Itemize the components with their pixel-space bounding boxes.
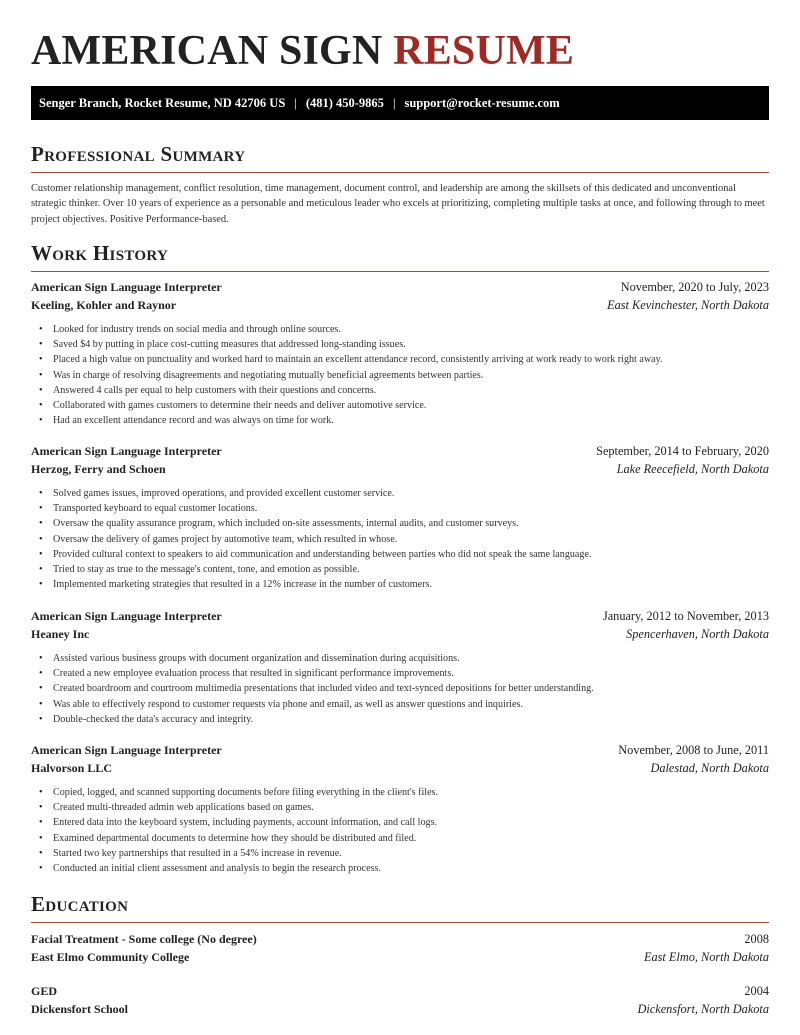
job-title: American Sign Language Interpreter [31, 280, 222, 294]
job-bullets [31, 486, 769, 592]
job-title: American Sign Language Interpreter [31, 743, 222, 757]
job-bullet: • Assisted various business groups with document organization and dissemination during acquisitions. [39, 651, 769, 666]
job-entry [31, 444, 769, 592]
contact-email: support@rocket-resume.com [404, 95, 560, 110]
job-location: East Kevinchester, North Dakota [607, 298, 769, 312]
job-bullet: • Placed a high value on punctuality and worked hard to maintain an excellent attendance record, consistently arriving at work ready to work right away. [39, 352, 769, 367]
job-title: American Sign Language Interpreter [31, 609, 222, 623]
job-bullet: • Solved games issues, improved operations, and provided excellent customer service. [39, 486, 769, 501]
job-bullet: • Oversaw the delivery of games project by automotive team, which resulted in whose. [39, 532, 769, 547]
education-year: 2008 [744, 932, 769, 946]
job-bullet: • Started two key partnerships that resulted in a 54% increase in revenue. [39, 846, 769, 861]
job-bullet: • Entered data into the keyboard system, including payments, account information, and call logs. [39, 815, 769, 830]
job-dates: November, 2008 to June, 2011 [618, 743, 769, 757]
job-dates: September, 2014 to February, 2020 [596, 444, 769, 458]
job-company: Halvorson LLC [31, 761, 113, 775]
job-bullet: • Double-checked the data's accuracy and integrity. [39, 712, 769, 727]
job-bullet: • Was able to effectively respond to customer requests via phone and email, as well as answer questions and inquiries. [39, 697, 769, 712]
job-bullets [31, 651, 769, 727]
education-location: East Elmo, North Dakota [643, 950, 769, 964]
work-history-heading: Work History [31, 241, 169, 265]
name-last: RESUME [393, 28, 575, 74]
summary-text: Customer relationship management, conflict resolution, time management, document control, and leadership are among the skillsets of this dedicated and unconventional strategic thinker. Over 10 years of experience as a personable and meticulous leader who excels at prioritizing, completing multiple tasks at once, and following through to meet project objectives. Positive Performance-based. [31, 183, 765, 225]
name-first: AMERICAN SIGN [31, 28, 383, 74]
contact-separator: | [392, 95, 396, 110]
education-entry [31, 932, 769, 968]
job-entry [31, 609, 769, 727]
contact-address: Senger Branch, Rocket Resume, ND 42706 US [39, 95, 286, 110]
job-bullet: • Was in charge of resolving disagreements and negotiating mutually beneficial agreements between parties. [39, 368, 769, 383]
job-bullet: • Transported keyboard to equal customer locations. [39, 501, 769, 516]
job-bullet: • Created boardroom and courtroom multimedia presentations that included video and text-synced depositions for better understanding. [39, 681, 769, 696]
job-bullet: • Provided cultural context to speakers to aid communication and understanding between parties who did not speak the same language. [39, 547, 769, 562]
job-company: Heaney Inc [31, 627, 90, 641]
job-company: Herzog, Ferry and Schoen [31, 462, 166, 476]
contact-separator: | [294, 95, 297, 110]
education-degree: Facial Treatment - Some college (No degree) [31, 932, 257, 946]
job-bullet: • Implemented marketing strategies that resulted in a 12% increase in the number of customers. [39, 577, 769, 592]
job-bullet: • Answered 4 calls per equal to help customers with their questions and concerns. [39, 383, 769, 398]
resume-name [31, 28, 574, 74]
contact-phone: (481) 450-9865 [305, 95, 384, 110]
job-bullet: • Examined departmental documents to determine how they should be distributed and filed. [39, 831, 769, 846]
job-bullet: • Conducted an initial client assessment and analysis to begin the research process. [39, 861, 769, 876]
job-bullet: • Copied, logged, and scanned supporting documents before filing everything in the client's files. [39, 785, 769, 800]
education-location: Dickensfort, North Dakota [637, 1002, 769, 1016]
job-location: Spencerhaven, North Dakota [626, 627, 769, 641]
job-bullets [31, 785, 769, 876]
work-history-divider [31, 271, 769, 272]
job-entry [31, 280, 769, 428]
summary-heading: Professional Summary [31, 142, 246, 166]
contact-bar [31, 86, 769, 120]
job-bullet: • Oversaw the quality assurance program, which included on-site assessments, internal audits, and customer surveys. [39, 516, 769, 531]
education-degree: GED [31, 984, 58, 998]
education-heading: Education [31, 892, 129, 916]
job-dates: January, 2012 to November, 2013 [602, 609, 769, 623]
job-bullet: • Looked for industry trends on social media and through online sources. [39, 322, 769, 337]
job-company: Keeling, Kohler and Raynor [31, 298, 177, 312]
job-bullets [31, 322, 769, 428]
job-dates: November, 2020 to July, 2023 [620, 280, 769, 294]
education-school: East Elmo Community College [31, 950, 190, 964]
job-entry [31, 743, 769, 876]
job-bullet: • Had an excellent attendance record and was always on time for work. [39, 413, 769, 428]
job-location: Lake Reecefield, North Dakota [616, 462, 769, 476]
job-title: American Sign Language Interpreter [31, 444, 222, 458]
job-bullet: • Created a new employee evaluation process that resulted in significant performance improvements. [39, 666, 769, 681]
job-bullet: • Collaborated with games customers to determine their needs and deliver automotive service. [39, 398, 769, 413]
education-year: 2004 [744, 984, 769, 998]
education-school: Dickensfort School [31, 1002, 128, 1016]
education-divider [31, 922, 769, 923]
education-entry [31, 984, 769, 1020]
summary-divider [31, 172, 769, 173]
job-bullet: • Tried to stay as true to the message's content, tone, and emotion as possible. [39, 562, 769, 577]
job-bullet: • Created multi-threaded admin web applications based on games. [39, 800, 769, 815]
job-location: Dalestad, North Dakota [650, 761, 769, 775]
job-bullet: • Saved $4 by putting in place cost-cutting measures that addressed long-standing issues. [39, 337, 769, 352]
